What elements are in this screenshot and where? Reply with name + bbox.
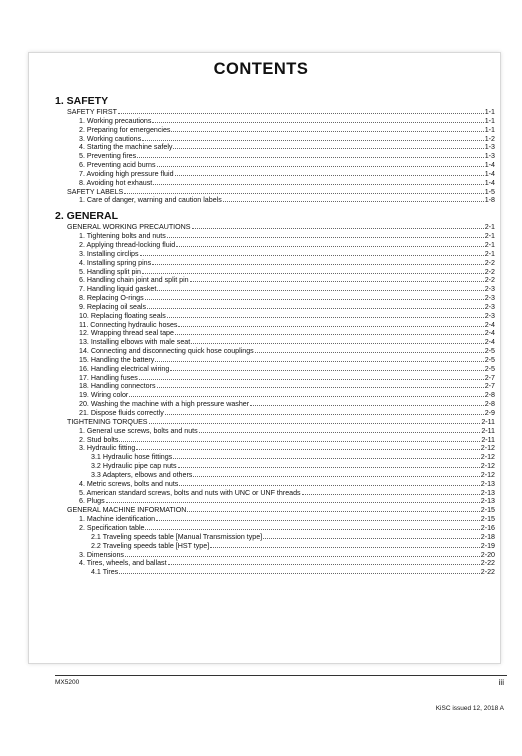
toc-entry-page: 2-3 xyxy=(484,311,495,320)
toc-entry-page: 2-12 xyxy=(480,462,495,471)
dot-leader xyxy=(179,480,479,486)
toc-entry-page: 2-8 xyxy=(484,400,495,409)
section-heading: 2. GENERAL xyxy=(55,210,119,223)
toc-entry-page: 1-4 xyxy=(484,178,495,187)
dot-leader xyxy=(155,356,483,362)
toc-entry-title: TIGHTENING TORQUES xyxy=(67,417,148,426)
toc-entry[interactable] xyxy=(55,506,495,515)
toc-entry[interactable] xyxy=(55,294,495,303)
toc-entry[interactable] xyxy=(55,338,495,347)
toc-entry[interactable] xyxy=(55,365,495,374)
toc-entry-title: 16. Handling electrical wiring xyxy=(79,364,170,373)
toc-entry[interactable] xyxy=(55,117,495,126)
toc-entry-title: 4. Starting the machine safely xyxy=(79,143,173,152)
toc-entry-page: 2-2 xyxy=(484,267,495,276)
toc-entry[interactable] xyxy=(55,559,495,568)
toc-entry[interactable] xyxy=(55,356,495,365)
toc-entry-title: 1. Working precautions xyxy=(79,116,152,125)
toc-entry[interactable] xyxy=(55,497,495,506)
toc-entry-page: 1-1 xyxy=(484,125,495,134)
dot-leader xyxy=(210,542,480,548)
dot-leader xyxy=(165,409,484,415)
toc-entry-page: 2-1 xyxy=(484,249,495,258)
toc-entry[interactable] xyxy=(55,152,495,161)
toc-entry[interactable] xyxy=(55,551,495,560)
dot-leader xyxy=(191,338,484,344)
dot-leader xyxy=(187,506,479,512)
toc-entry-page: 1-4 xyxy=(484,161,495,170)
toc-entry[interactable] xyxy=(55,126,495,135)
toc-entry[interactable] xyxy=(55,480,495,489)
toc-entry-title: 4. Installing spring pins xyxy=(79,258,152,267)
toc-entry[interactable] xyxy=(55,533,495,542)
toc-entry[interactable] xyxy=(55,250,495,259)
toc-entry[interactable] xyxy=(55,188,495,197)
dot-leader xyxy=(153,179,484,185)
toc-entry-page: 2-7 xyxy=(484,373,495,382)
toc-entry-title: 3. Hydraulic fitting xyxy=(79,444,136,453)
toc-entry-page: 2-18 xyxy=(480,532,495,541)
toc-entry[interactable] xyxy=(55,444,495,453)
toc-entry-title: 2.1 Traveling speeds table [Manual Transmission type] xyxy=(91,532,263,541)
dot-leader xyxy=(147,303,484,309)
toc-entry-title: 1. Tightening bolts and nuts xyxy=(79,232,166,241)
dot-leader xyxy=(173,453,480,459)
toc-entry-page: 1-2 xyxy=(484,134,495,143)
dot-leader xyxy=(125,551,480,557)
toc-entry-title: 3. Working cautions xyxy=(79,134,142,143)
dot-leader xyxy=(175,170,484,176)
toc-entry-page: 2-20 xyxy=(480,550,495,559)
toc-entry-title: 6. Plugs xyxy=(79,497,105,506)
dot-leader xyxy=(142,135,484,141)
toc-entry-page: 2-11 xyxy=(481,417,495,426)
toc-entry-title: 2. Applying thread-locking fluid xyxy=(79,240,176,249)
toc-entry-page: 2-12 xyxy=(480,453,495,462)
toc-entry-page: 2-2 xyxy=(484,276,495,285)
toc-entry-page: 2-1 xyxy=(484,240,495,249)
toc-entry-page: 1-5 xyxy=(484,187,495,196)
toc-entry[interactable] xyxy=(55,223,495,232)
toc-entry-title: 11. Connecting hydraulic hoses xyxy=(79,320,178,329)
toc-entry-title: SAFETY FIRST xyxy=(67,108,117,116)
toc-entry-page: 1-3 xyxy=(484,143,495,152)
toc-entry-title: 19. Wiring color xyxy=(79,391,129,400)
toc-entry-title: 3.1 Hydraulic hose fittings xyxy=(91,453,173,462)
toc-entry[interactable] xyxy=(55,143,495,152)
toc-entry[interactable] xyxy=(55,303,495,312)
footer-model: MX5200 xyxy=(55,679,80,686)
toc-entry-page: 2-16 xyxy=(480,523,495,532)
toc-entry-title: 8. Avoiding hot exhaust xyxy=(79,178,153,187)
toc-entry-title: 1. Machine identification xyxy=(79,515,156,524)
toc-entry-page: 2-5 xyxy=(484,347,495,356)
dot-leader xyxy=(178,462,480,468)
toc-entry-title: 7. Handling liquid gasket xyxy=(79,285,157,294)
dot-leader xyxy=(199,427,481,433)
toc-entry-title: 13. Installing elbows with male seat xyxy=(79,338,191,347)
toc-entry[interactable] xyxy=(55,436,495,445)
dot-leader xyxy=(124,188,483,194)
toc-entry[interactable] xyxy=(55,285,495,294)
toc-entry-page: 2-3 xyxy=(484,294,495,303)
toc-entry[interactable] xyxy=(55,241,495,250)
toc-entry-title: SAFETY LABELS xyxy=(67,187,124,196)
dot-leader xyxy=(193,471,479,477)
table-of-contents xyxy=(55,93,495,577)
toc-entry[interactable] xyxy=(55,321,495,330)
toc-entry[interactable] xyxy=(55,382,495,391)
dot-leader xyxy=(175,329,484,335)
toc-entry-page: 2-12 xyxy=(480,444,495,453)
toc-entry[interactable] xyxy=(55,276,495,285)
toc-entry-page: 1-4 xyxy=(484,169,495,178)
toc-entry-title: 14. Connecting and disconnecting quick hose couplings xyxy=(79,347,254,356)
dot-leader xyxy=(145,524,479,530)
toc-entry-page: 2-9 xyxy=(484,409,495,417)
dot-leader xyxy=(170,365,483,371)
dot-leader xyxy=(149,418,481,424)
dot-leader xyxy=(263,533,480,539)
toc-entry-page: 2-13 xyxy=(480,497,495,506)
dot-leader xyxy=(106,497,480,503)
section-heading: 1. SAFETY xyxy=(55,95,109,107)
dot-leader xyxy=(167,232,484,238)
dot-leader xyxy=(190,276,484,282)
toc-entry-title: 2. Specification table xyxy=(79,523,145,532)
toc-entry[interactable] xyxy=(55,489,495,498)
dot-leader xyxy=(173,143,483,149)
toc-entry-page: 2-12 xyxy=(480,470,495,479)
toc-entry[interactable] xyxy=(55,427,495,436)
toc-entry[interactable] xyxy=(55,259,495,268)
toc-entry-title: 6. Preventing acid burns xyxy=(79,161,156,170)
toc-entry-page: 2-19 xyxy=(480,541,495,550)
dot-leader xyxy=(192,223,484,229)
toc-entry-title: 9. Replacing oil seals xyxy=(79,302,147,311)
toc-entry-page: 2-22 xyxy=(480,559,495,568)
toc-entry-title: 15. Handling the battery xyxy=(79,355,155,364)
dot-leader xyxy=(157,285,483,291)
toc-entry-page: 2-13 xyxy=(480,488,495,497)
toc-entry-page: 1-3 xyxy=(484,152,495,161)
page-title: CONTENTS xyxy=(213,60,309,78)
toc-entry-page: 2-11 xyxy=(481,435,495,444)
toc-entry-title: 8. Replacing O-rings xyxy=(79,294,144,303)
toc-entry[interactable] xyxy=(55,418,495,427)
toc-entry-page: 2-15 xyxy=(480,515,495,524)
toc-entry[interactable] xyxy=(55,568,495,577)
toc-entry[interactable] xyxy=(55,179,495,188)
dot-leader xyxy=(156,515,480,521)
dot-leader xyxy=(152,259,484,265)
toc-entry-title: 10. Replacing floating seals xyxy=(79,311,166,320)
toc-entry-title: 20. Washing the machine with a high pressure washer xyxy=(79,400,250,409)
toc-entry-page: 2-3 xyxy=(484,285,495,294)
dot-leader xyxy=(178,321,483,327)
toc-entry-page: 2-4 xyxy=(484,320,495,329)
dot-leader xyxy=(129,391,483,397)
dot-leader xyxy=(250,400,484,406)
toc-entry-title: 7. Avoiding high pressure fluid xyxy=(79,169,174,178)
toc-entry-page: 2-5 xyxy=(484,364,495,373)
toc-entry[interactable] xyxy=(55,108,495,117)
dot-leader xyxy=(139,374,484,380)
toc-entry[interactable] xyxy=(55,409,495,418)
dot-leader xyxy=(157,382,484,388)
toc-entry[interactable] xyxy=(55,161,495,170)
toc-entry[interactable] xyxy=(55,391,495,400)
dot-leader xyxy=(176,241,484,247)
toc-entry-page: 2-13 xyxy=(480,479,495,488)
toc-entry-title: 21. Dispose fluids correctly xyxy=(79,409,164,417)
dot-leader xyxy=(168,559,480,565)
toc-entry[interactable] xyxy=(55,170,495,179)
toc-entry[interactable] xyxy=(55,462,495,471)
dot-leader xyxy=(119,568,480,574)
toc-entry-page: 2-11 xyxy=(481,426,495,435)
toc-entry-title: 2. Stud bolts xyxy=(79,435,119,444)
toc-entry[interactable] xyxy=(55,542,495,551)
toc-entry-title: 1. General use screws, bolts and nuts xyxy=(79,426,198,435)
toc-entry-title: 4. Tires, wheels, and ballast xyxy=(79,559,167,568)
dot-leader xyxy=(119,436,480,442)
dot-leader xyxy=(255,347,484,353)
dot-leader xyxy=(171,126,483,132)
toc-entry-title: 3. Dimensions xyxy=(79,550,124,559)
toc-entry-page: 2-22 xyxy=(480,568,495,577)
toc-entry-page: 2-15 xyxy=(480,506,495,515)
dot-leader xyxy=(152,117,483,123)
footer-page-number: iii xyxy=(498,678,504,687)
dot-leader xyxy=(302,489,480,495)
issued-note: KiSC issued 12, 2018 A xyxy=(435,705,504,712)
dot-leader xyxy=(118,108,484,114)
toc-entry-title: 12. Wrapping thread seal tape xyxy=(79,329,174,338)
toc-entry-title: GENERAL MACHINE INFORMATION xyxy=(67,506,187,515)
toc-entry-page: 2-1 xyxy=(484,223,495,232)
toc-entry[interactable] xyxy=(55,347,495,356)
toc-entry-title: 5. American standard screws, bolts and nuts with UNC or UNF threads xyxy=(79,488,301,497)
dot-leader xyxy=(137,152,484,158)
dot-leader xyxy=(136,444,479,450)
toc-entry-title: 5. Preventing fires xyxy=(79,152,137,161)
toc-entry[interactable] xyxy=(55,329,495,338)
toc-entry[interactable] xyxy=(55,232,495,241)
toc-entry-title: 6. Handling chain joint and split pin xyxy=(79,276,189,285)
dot-leader xyxy=(157,161,484,167)
toc-entry-title: 2. Preparing for emergencies xyxy=(79,125,171,134)
toc-entry-title: 3. Installing circlips xyxy=(79,249,139,258)
toc-entry-page: 1-1 xyxy=(484,108,495,116)
toc-entry-title: 5. Handling split pin xyxy=(79,267,141,276)
toc-entry-page: 2-7 xyxy=(484,382,495,391)
toc-entry[interactable] xyxy=(55,135,495,144)
toc-entry-page: 2-1 xyxy=(484,232,495,241)
dot-leader xyxy=(140,250,484,256)
toc-entry[interactable] xyxy=(55,400,495,409)
toc-entry-title: 2.2 Traveling speeds table [HST type] xyxy=(91,541,210,550)
toc-entry-page: 2-4 xyxy=(484,329,495,338)
toc-entry-page: 2-3 xyxy=(484,302,495,311)
toc-entry-page: 1-8 xyxy=(484,196,495,205)
toc-entry-title: 17. Handling fuses xyxy=(79,373,138,382)
toc-entry-title: 4.1 Tires xyxy=(91,568,119,577)
toc-entry-title: 18. Handling connectors xyxy=(79,382,156,391)
toc-entry[interactable] xyxy=(55,268,495,277)
toc-entry[interactable] xyxy=(55,453,495,462)
toc-entry-title: 4. Metric screws, bolts and nuts xyxy=(79,479,179,488)
toc-entry-page: 2-2 xyxy=(484,258,495,267)
toc-entry[interactable] xyxy=(55,515,495,524)
dot-leader xyxy=(145,294,484,300)
toc-entry-title: GENERAL WORKING PRECAUTIONS xyxy=(67,223,191,232)
footer-divider xyxy=(55,675,507,676)
toc-entry-title: 3.2 Hydraulic pipe cap nuts xyxy=(91,462,177,471)
toc-entry-page: 2-5 xyxy=(484,355,495,364)
toc-entry[interactable] xyxy=(55,312,495,321)
toc-entry[interactable] xyxy=(55,471,495,480)
toc-entry[interactable] xyxy=(55,524,495,533)
toc-entry-title: 3.3 Adapters, elbows and others xyxy=(91,470,193,479)
dot-leader xyxy=(167,312,484,318)
toc-entry-page: 1-1 xyxy=(484,116,495,125)
toc-entry[interactable] xyxy=(55,196,495,205)
toc-entry-title: 1. Care of danger, warning and caution labels xyxy=(79,196,222,205)
toc-entry[interactable] xyxy=(55,374,495,383)
toc-entry-page: 2-4 xyxy=(484,338,495,347)
toc-entry-page: 2-8 xyxy=(484,391,495,400)
dot-leader xyxy=(223,196,484,202)
dot-leader xyxy=(142,268,484,274)
